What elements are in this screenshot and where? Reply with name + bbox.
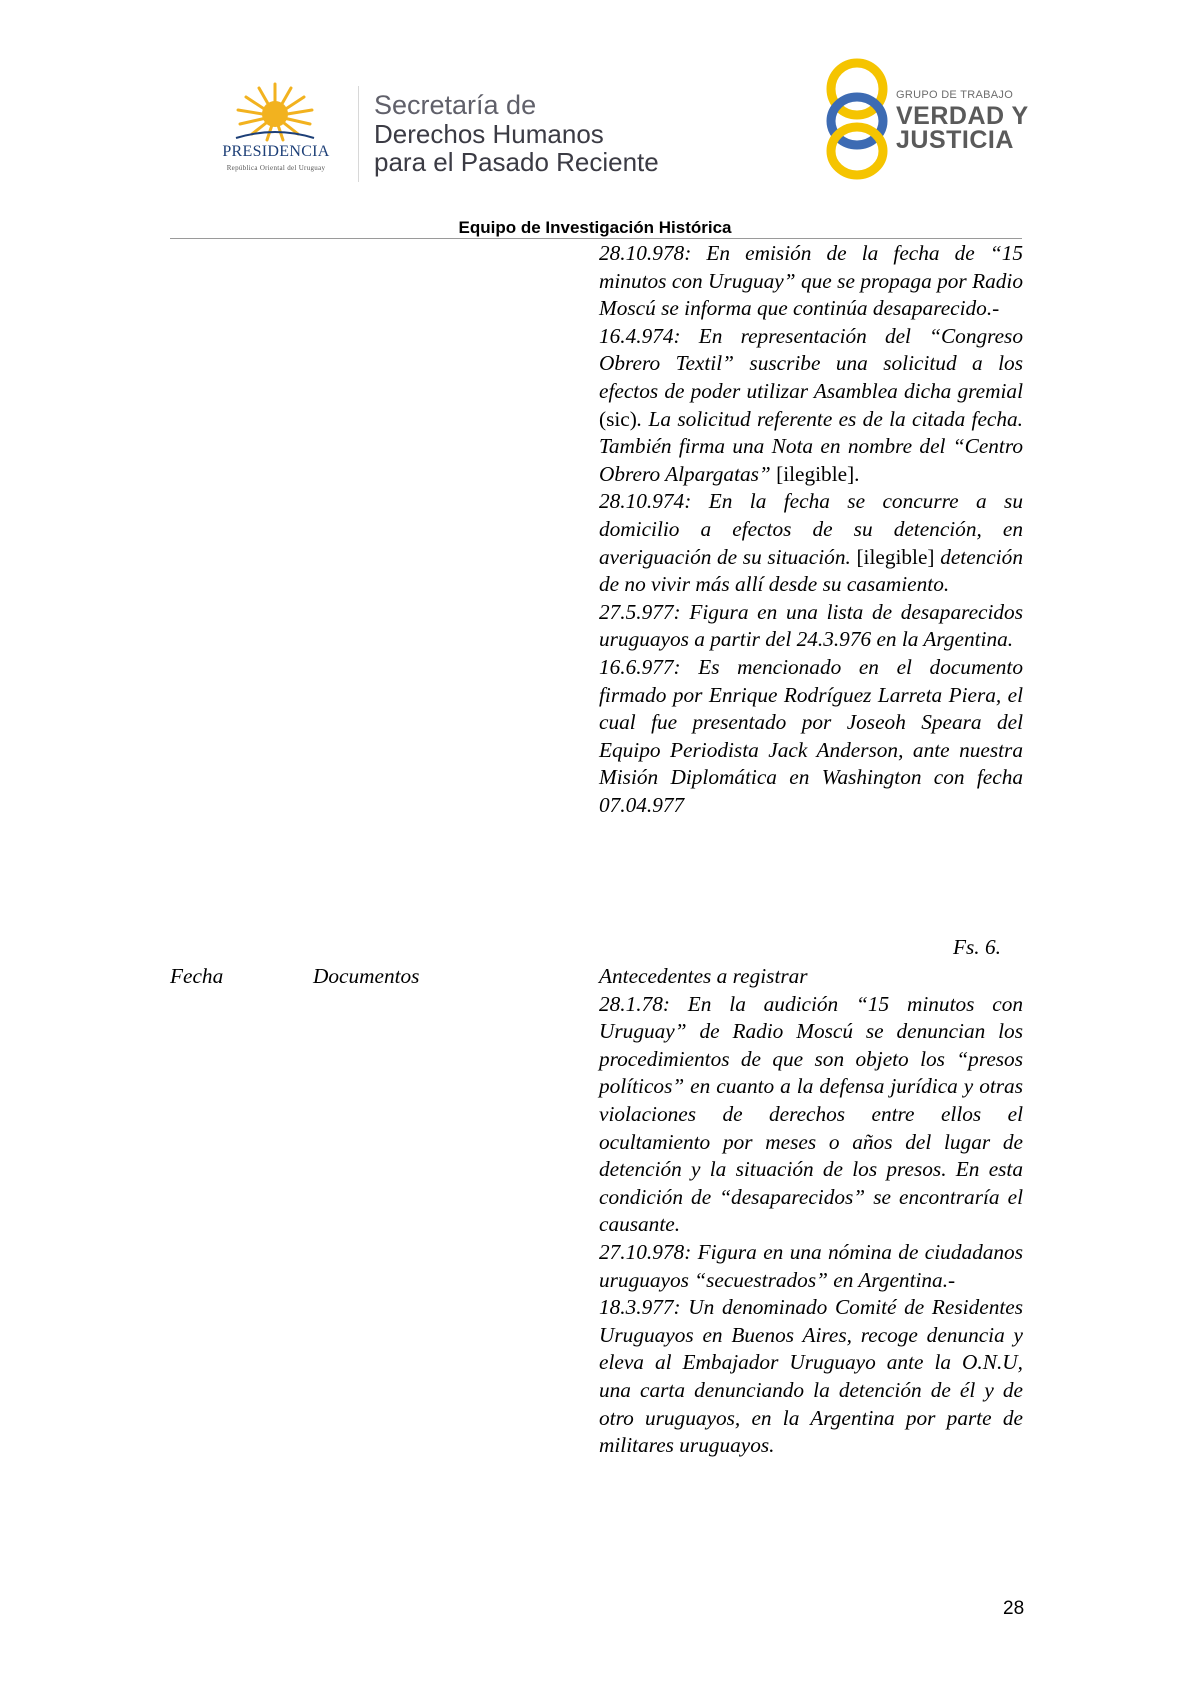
presidencia-subtitle: República Oriental del Uruguay: [226, 164, 326, 172]
interlocked-rings-icon: [822, 55, 892, 181]
record-entry: 16.4.974: En representación del “Congreso Obrero Textil” suscribe una solicitud a los efectos de poder utilizar Asamblea dicha gremial (sic). La solicitud referente es de la citada fecha. También firma una Nota en nombre del “Centro Obrero Alpargatas” [ilegible].: [599, 323, 1023, 486]
gtvj-subtitle: GRUPO DE TRABAJO: [896, 89, 1014, 101]
secretaria-logo-text: [374, 90, 659, 176]
verdad-justicia-logo: [822, 55, 1032, 181]
secretaria-line-1: Secretaría de: [374, 90, 537, 120]
page-number: 28: [1003, 1598, 1025, 1619]
gtvj-title-line-2: JUSTICIA: [896, 126, 1014, 154]
record-entry: 16.6.977: Es mencionado en el documento firmado por Enrique Rodríguez Larreta Piera, el cual fue presentado por Joseoh Speara del Equipo Periodista Jack Anderson, ante nuestra Misión Diplomática en Washington con fecha 07.04.977: [599, 654, 1023, 817]
logo-divider: [358, 86, 359, 182]
header-rule: [170, 238, 1022, 239]
column-label-fecha: Fecha: [170, 964, 224, 988]
record-entry: 27.5.977: Figura en una lista de desaparecidos uruguayos a partir del 24.3.976 en la Argentina.: [599, 599, 1023, 652]
secretaria-line-3: para el Pasado Reciente: [374, 147, 659, 177]
presidencia-logo: [196, 82, 356, 178]
record-entry: 28.10.978: En emisión de la fecha de “15 minutos con Uruguay” que se propaga por Radio Moscú se informa que continúa desaparecido.-: [599, 241, 1023, 321]
secretaria-line-2: Derechos Humanos: [374, 119, 604, 149]
sun-emblem-icon: [234, 82, 316, 144]
folio-number: Fs. 6.: [953, 935, 1001, 959]
record-entry: 28.10.974: En la fecha se concurre a su domicilio a efectos de su detención, en averiguación de su situación. [ilegible] detención de no vivir más allí desde su casamiento.: [599, 489, 1023, 597]
records-column-bottom: [599, 963, 1023, 1460]
section-heading: Antecedentes a registrar: [599, 964, 808, 988]
record-entry: 18.3.977: Un denominado Comité de Residentes Uruguayos en Buenos Aires, recoge denuncia y eleva al Embajador Uruguayo ante la O.N.U, una carta denunciando la detención de él y de otro uruguayos, en la Argentina por parte de militares uruguayos.: [599, 1295, 1023, 1458]
gtvj-title-line-1: VERDAD Y: [896, 102, 1029, 130]
team-title: Equipo de Investigación Histórica: [458, 218, 732, 237]
presidencia-name: PRESIDENCIA: [222, 143, 330, 160]
record-entry: 27.10.978: Figura en una nómina de ciudadanos uruguayos “secuestrados” en Argentina.-: [599, 1239, 1023, 1292]
record-entry: 28.1.78: En la audición “15 minutos con Uruguay” de Radio Moscú se denuncian los procedimientos de que son objeto los “presos políticos” en cuanto a la defensa jurídica y otras violaciones de derechos entre ellos el ocultamiento por meses o años del lugar de detención y la situación de los presos. En esta condición de “desaparecidos” se encontraría el causante.: [599, 991, 1023, 1237]
column-label-documentos: Documentos: [313, 964, 420, 988]
records-column-top: [599, 240, 1023, 819]
